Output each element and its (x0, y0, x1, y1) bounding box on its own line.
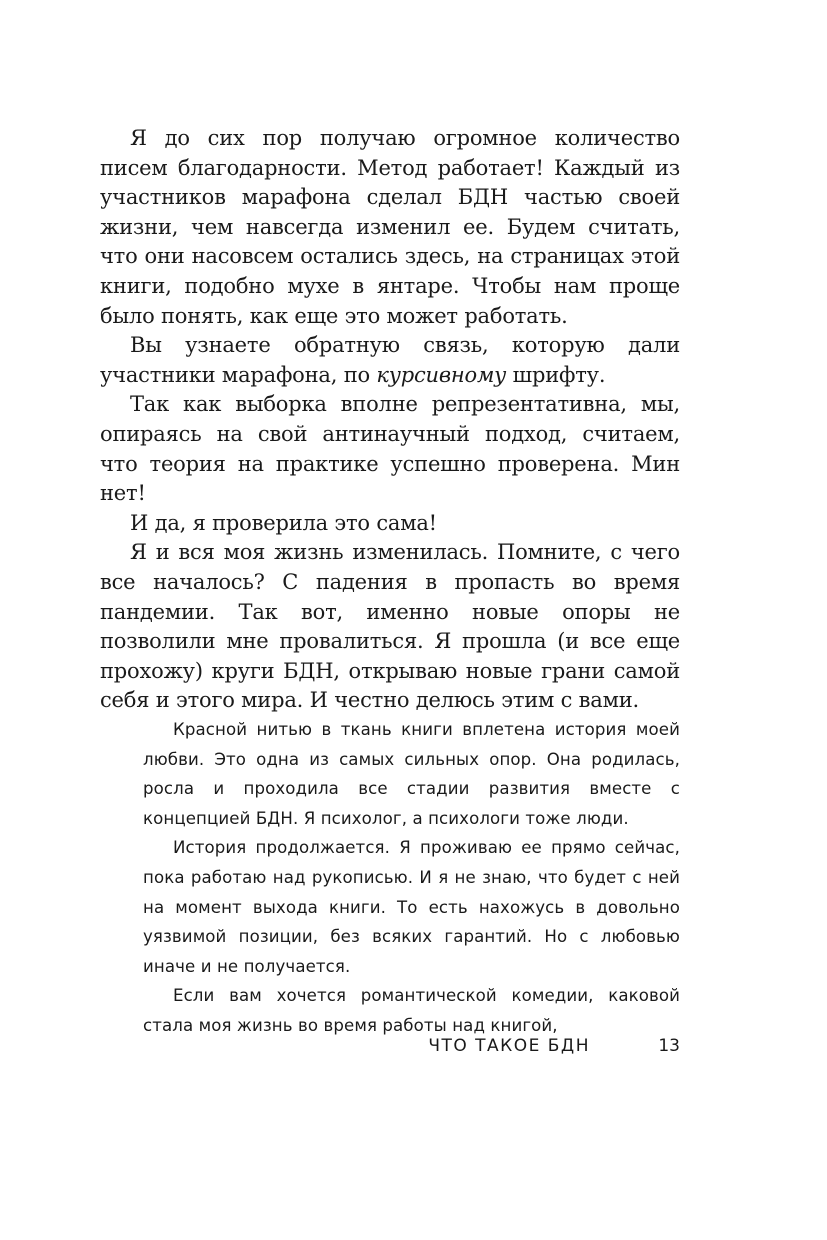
aside-paragraph-1: Красной нитью в ткань книги вплетена история моей любви. Это одна из самых сильных опор. Она родилась, росла и проходила все стадии развития вместе с концепцией БДН. Я психолог, а психологи тоже люди. (143, 720, 680, 828)
aside-text (143, 715, 680, 1041)
paragraph-2 (100, 331, 680, 390)
aside-paragraph-2: История продолжается. Я проживаю ее прямо сейчас, пока работаю над рукописью. И я не знаю, что будет с ней на момент выхода книги. То есть нахожусь в довольно уязвимой позиции, без всяких гарантий. Но с любовью иначе и не получается. (143, 838, 680, 976)
paragraph-2-start: Вы узнаете обратную связь, которую дали участники марафона, по (100, 333, 680, 387)
paragraph-5: Я и вся моя жизнь изменилась. Помните, с чего все началось? С падения в пропасть во время пандемии. Так вот, именно новые опоры не позволили мне провалиться. Я прошла (и все еще прохожу) круги БДН, открываю новые грани самой себя и этого мира. И честно делюсь этим с вами. (100, 540, 680, 713)
italic-word: курсивному (376, 362, 507, 387)
paragraph-2-end: шрифту. (506, 362, 606, 387)
section-title: ЧТО ТАКОЕ БДН (428, 1036, 590, 1056)
paragraph-4: И да, я проверила это сама! (130, 510, 437, 535)
page-number: 13 (658, 1036, 680, 1056)
main-text (100, 124, 680, 716)
paragraph-3: Так как выборка вполне репрезентативна, мы, опираясь на свой антинаучный подход, считаем, что теория на практике успешно проверена. Мин нет! (100, 392, 680, 506)
aside-paragraph-3: Если вам хочется романтической комедии, каковой стала моя жизнь во время работы над книгой, (143, 986, 680, 1035)
running-footer (100, 1031, 680, 1061)
paragraph-1: Я до сих пор получаю огромное количество писем благодарности. Метод работает! Каждый из участников марафона сделал БДН частью своей жизни, чем навсегда изменил ее. Будем считать, что они насовсем остались здесь, на страницах этой книги, подобно мухе в янтаре. Чтобы нам проще было понять, как еще это может работать. (100, 126, 680, 328)
